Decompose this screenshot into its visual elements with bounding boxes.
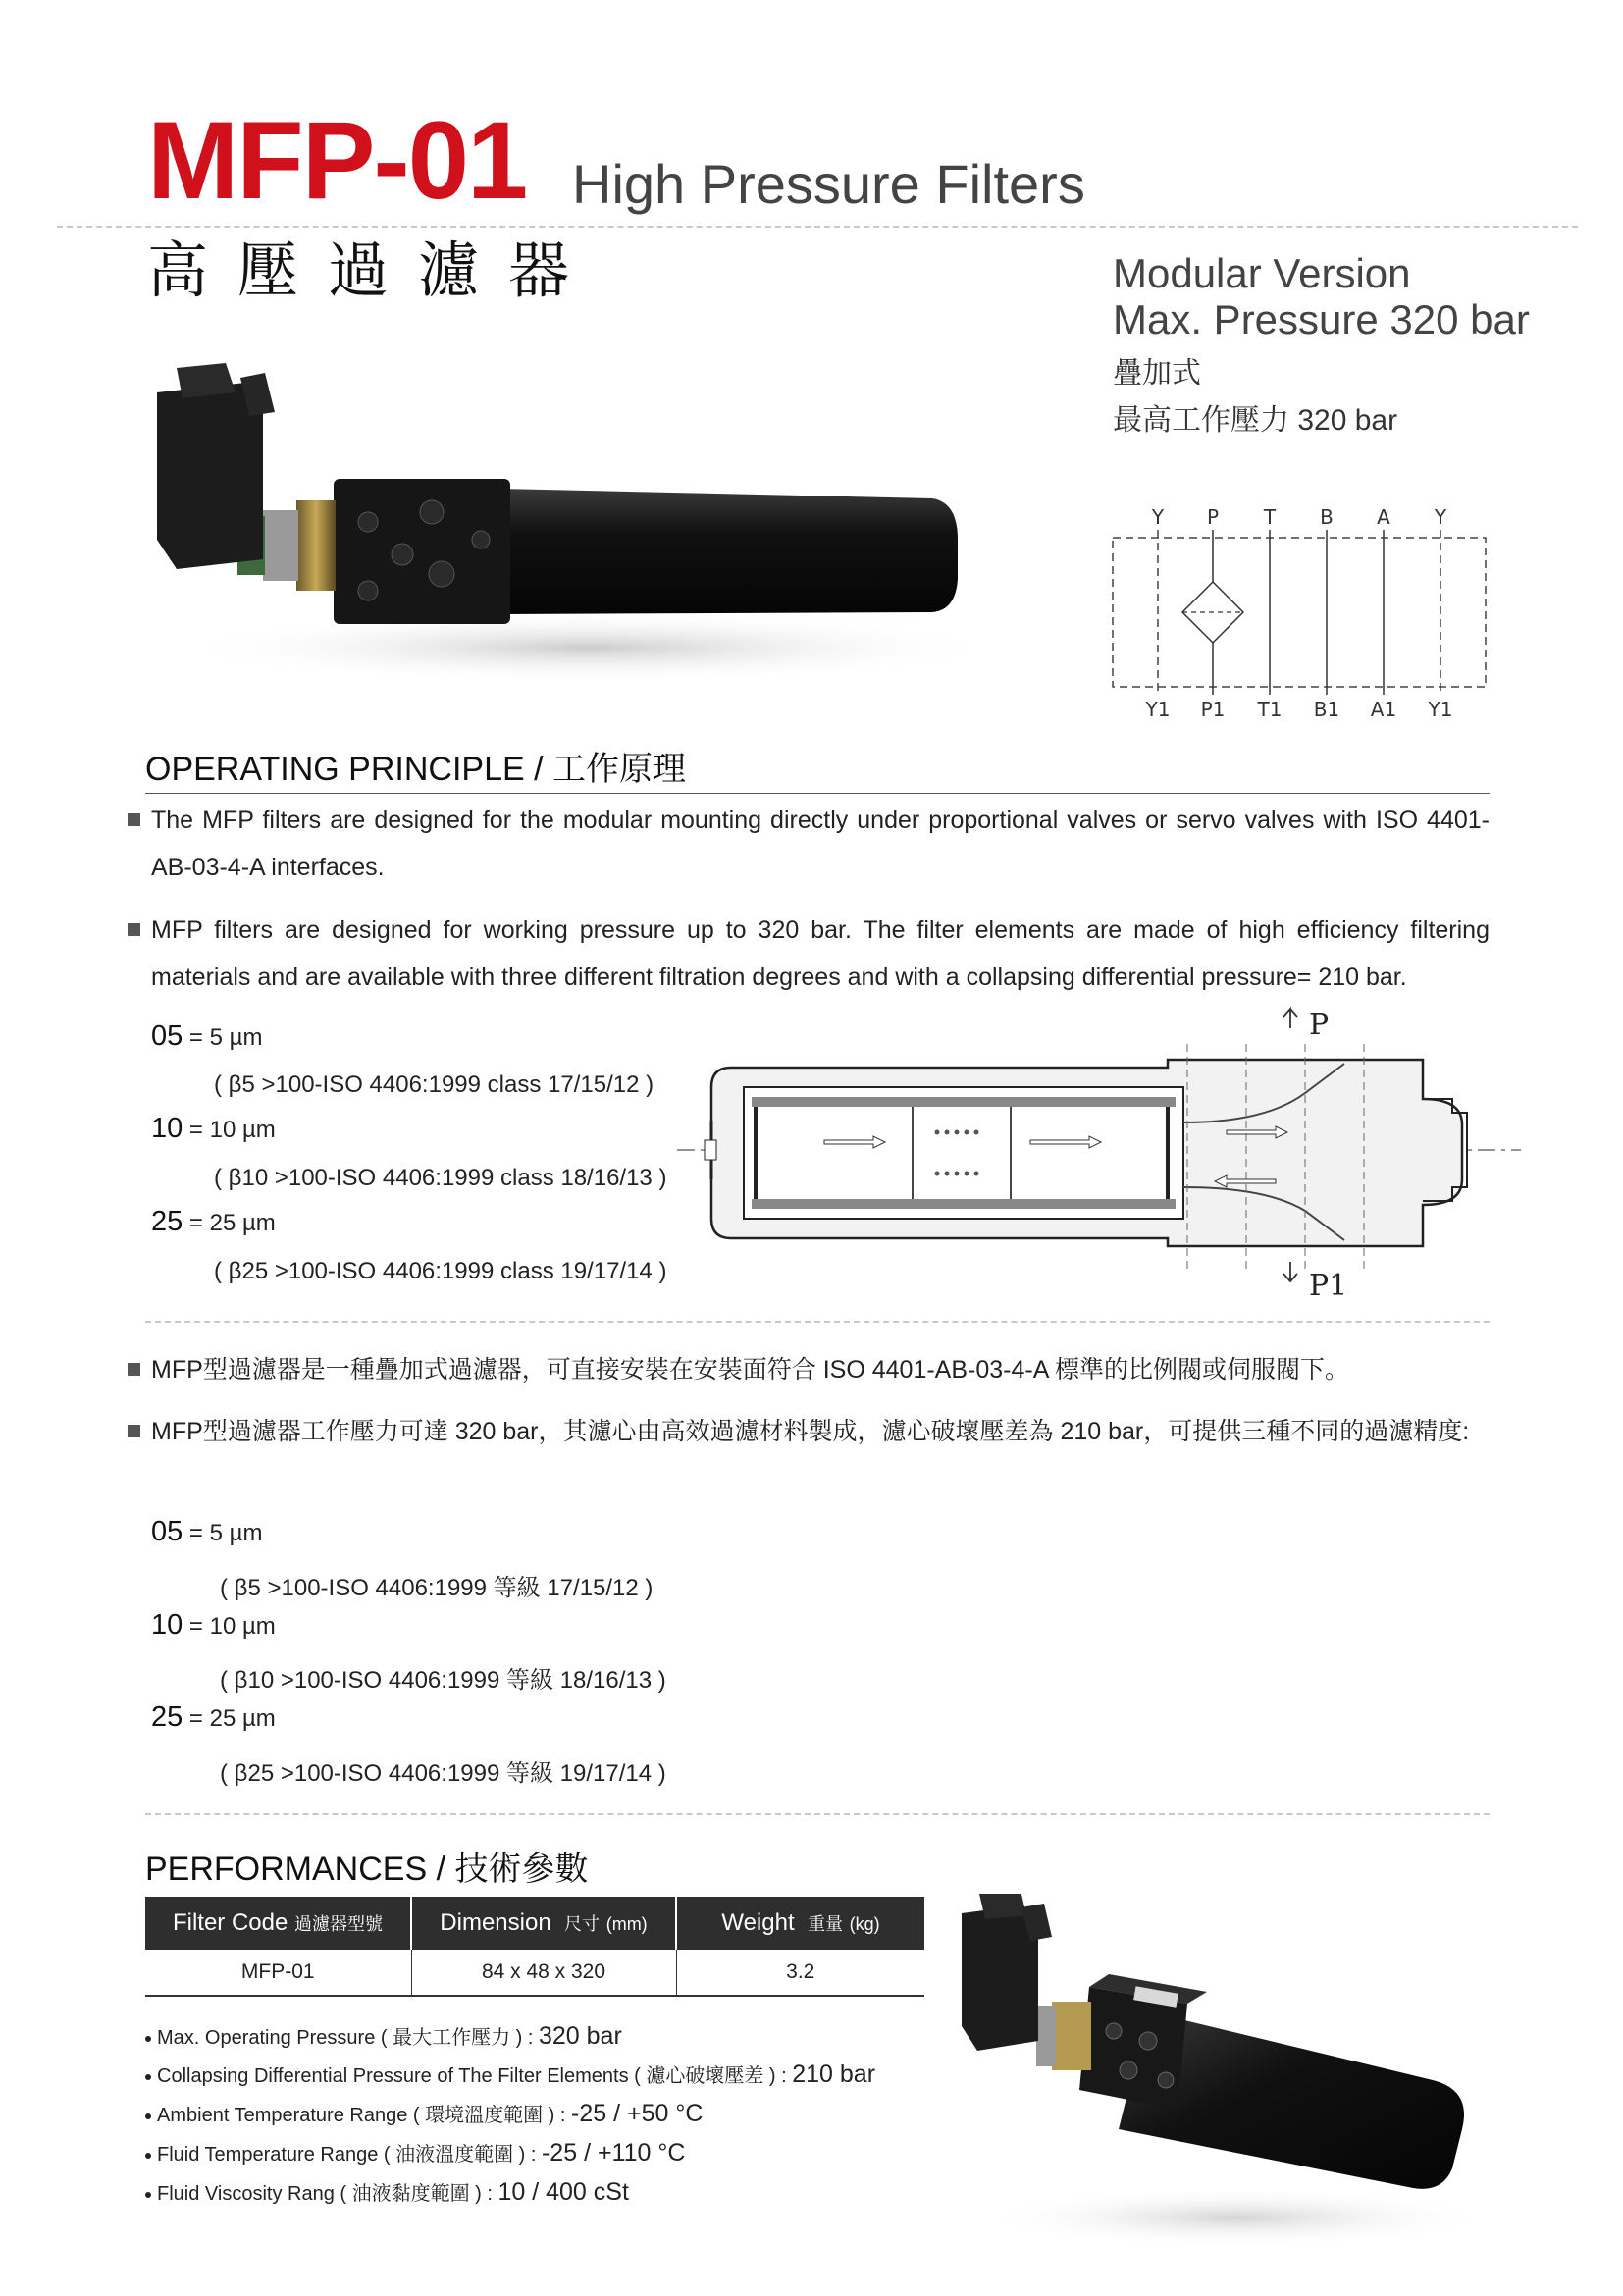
- bullet-marker: [128, 1425, 140, 1437]
- grade-code: 05: [151, 1020, 183, 1052]
- spec-modular-version-zh: 疊加式: [1113, 357, 1201, 390]
- grade-value: = 25 µm: [183, 1210, 276, 1236]
- spec-max-pressure-zh: 最高工作壓力 320 bar: [1113, 404, 1398, 437]
- grade-code: 25: [151, 1206, 183, 1237]
- spec-value: -25 / +50 °C: [571, 2100, 704, 2127]
- header-divider: [57, 226, 1578, 228]
- spec-collapsing-pressure: [145, 2062, 875, 2087]
- grade-10-zh: [151, 1609, 276, 1642]
- schematic-label-b1: B1: [1313, 698, 1340, 721]
- port-label-p: P: [1309, 1008, 1330, 1042]
- grade-value: = 5 µm: [183, 1024, 263, 1051]
- cell-weight: 3.2: [676, 1950, 924, 1996]
- section-divider: [145, 1813, 1490, 1815]
- model-title: MFP-01: [147, 99, 527, 222]
- spec-fluid-temperature: [145, 2141, 685, 2166]
- schematic-label-y2: Y: [1434, 505, 1447, 529]
- operating-principle-title: OPERATING PRINCIPLE / 工作原理: [145, 751, 687, 788]
- header-dimension: Dimension 尺寸 (mm): [411, 1897, 676, 1950]
- bullet-marker: [128, 923, 140, 936]
- filter-cross-section: [677, 1005, 1521, 1309]
- spec-ambient-temperature: [145, 2102, 703, 2126]
- grade-25-en-class: ( β25 >100-ISO 4406:1999 class 19/17/14 ): [214, 1258, 667, 1284]
- grade-code: 05: [151, 1516, 183, 1547]
- spec-max-pressure: Max. Pressure 320 bar: [1113, 296, 1530, 342]
- spec-value: 210 bar: [792, 2061, 876, 2088]
- spec-label: Ambient Temperature Range ( 環境溫度範圍 ) :: [157, 2105, 571, 2126]
- schematic-label-p1: P1: [1200, 698, 1226, 721]
- grade-code: 25: [151, 1701, 183, 1733]
- principle-paragraph-zh-2: MFP型過濾器工作壓力可達 320 bar，其濾心由高效過濾材料製成，濾心破壞壓差為 210 bar，可提供三種不同的過濾精度:: [151, 1418, 1470, 1445]
- schematic-label-y1: Y1: [1145, 698, 1171, 721]
- spec-value: -25 / +110 °C: [541, 2139, 686, 2166]
- grade-code: 10: [151, 1609, 183, 1641]
- schematic-label-y1b: Y1: [1428, 698, 1453, 721]
- product-photo-top: [147, 353, 991, 706]
- spec-label: Max. Operating Pressure ( 最大工作壓力 ) :: [157, 2027, 539, 2049]
- grade-value: = 10 µm: [183, 1613, 276, 1640]
- spec-fluid-viscosity: [145, 2180, 629, 2205]
- grade-value: = 25 µm: [183, 1705, 276, 1732]
- header-filter-code: Filter Code 過濾器型號: [145, 1897, 411, 1950]
- bullet-marker: [128, 1363, 140, 1376]
- schematic-label-t1: T1: [1257, 698, 1283, 721]
- spec-value: 10 / 400 cSt: [497, 2178, 629, 2206]
- spec-modular-version: Modular Version: [1113, 250, 1411, 296]
- cell-filter-code: MFP-01: [145, 1950, 411, 1996]
- principle-paragraph-zh-1: MFP型過濾器是一種疊加式過濾器，可直接安裝在安裝面符合 ISO 4401-AB-03-4-A 標準的比例閥或伺服閥下。: [151, 1356, 1349, 1383]
- spec-label: Fluid Viscosity Rang ( 油液黏度範圍 ) :: [157, 2183, 498, 2205]
- header-weight: Weight 重量 (kg): [676, 1897, 924, 1950]
- product-photo-bottom: [942, 1894, 1492, 2267]
- bullet-marker: [128, 813, 140, 826]
- performance-table: [145, 1897, 924, 1997]
- grade-10-en-class: ( β10 >100-ISO 4406:1999 class 18/16/13 ): [214, 1165, 667, 1191]
- port-label-p1: P1: [1309, 1269, 1348, 1303]
- principle-paragraph-en-1: The MFP filters are designed for the modular mounting directly under proportional valves or servo valves with ISO 4401-AB-03-4-A interfaces.: [151, 807, 1490, 881]
- schematic-label-y: Y: [1151, 505, 1165, 529]
- grade-05-zh-class: ( β5 >100-ISO 4406:1999 等級 17/15/12 ): [220, 1575, 654, 1601]
- spec-value: 320 bar: [538, 2022, 622, 2050]
- schematic-label-a1: A1: [1370, 698, 1397, 721]
- grade-value: = 5 µm: [183, 1520, 263, 1546]
- grade-code: 10: [151, 1113, 183, 1144]
- grade-25-en: [151, 1206, 276, 1238]
- schematic-label-p: P: [1206, 505, 1220, 529]
- grade-25-zh-class: ( β25 >100-ISO 4406:1999 等級 19/17/14 ): [220, 1760, 666, 1787]
- performances-title: PERFORMANCES / 技術參數: [145, 1851, 589, 1888]
- table-row: [145, 1950, 924, 1996]
- grade-05-zh: [151, 1516, 262, 1548]
- schematic-label-t: T: [1263, 505, 1277, 529]
- schematic-label-a: A: [1377, 505, 1390, 529]
- spec-max-operating-pressure: [145, 2024, 622, 2049]
- spec-label: Collapsing Differential Pressure of The Filter Elements ( 濾心破壞壓差 ) :: [157, 2065, 793, 2087]
- grade-10-zh-class: ( β10 >100-ISO 4406:1999 等級 18/16/13 ): [220, 1667, 666, 1694]
- operating-principle-rule: [145, 793, 1490, 794]
- grade-05-en-class: ( β5 >100-ISO 4406:1999 class 17/15/12 ): [214, 1071, 654, 1098]
- product-subtitle: High Pressure Filters: [572, 153, 1085, 215]
- grade-value: = 10 µm: [183, 1117, 276, 1143]
- grade-05-en: [151, 1020, 262, 1053]
- schematic-label-b: B: [1320, 505, 1334, 529]
- spec-label: Fluid Temperature Range ( 油液溫度範圍 ) :: [157, 2144, 542, 2166]
- cell-dimension: 84 x 48 x 320: [411, 1950, 676, 1996]
- chinese-title: 高壓過濾器: [147, 235, 600, 306]
- hydraulic-schematic: [1105, 498, 1501, 724]
- section-divider: [145, 1321, 1490, 1323]
- grade-10-en: [151, 1113, 276, 1145]
- principle-paragraph-en-2: MFP filters are designed for working pressure up to 320 bar. The filter elements are made of high efficiency filtering materials and are available with three different filtration degrees and with a collapsing differential pressure= 210 bar.: [151, 916, 1490, 991]
- grade-25-zh: [151, 1701, 276, 1734]
